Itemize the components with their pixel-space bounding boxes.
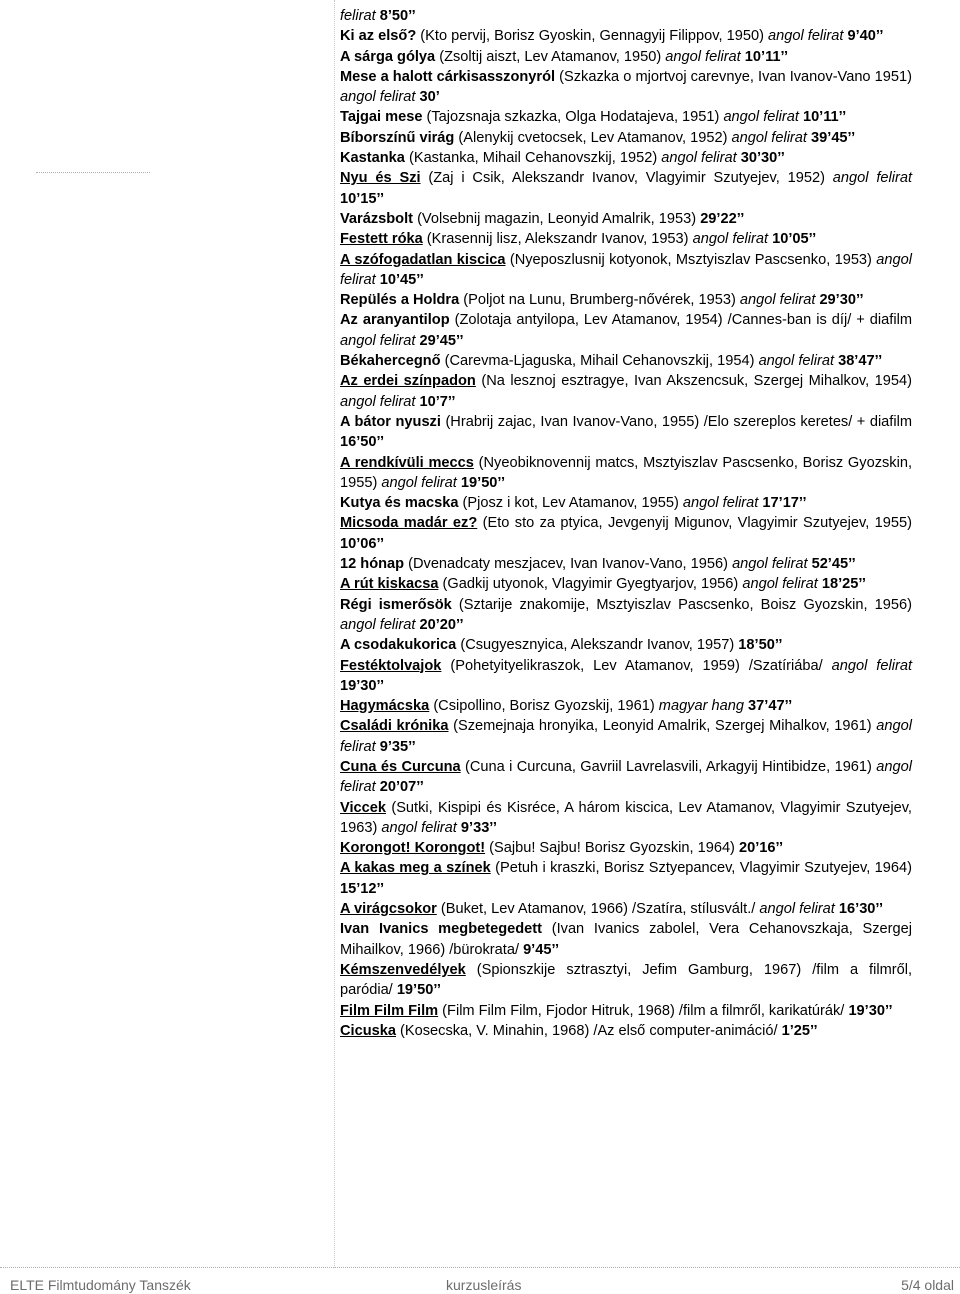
film-details: (Eto sto za ptyica, Jevgenyij Migunov, Vlagyimir Szutyejev, 1955) (482, 515, 912, 532)
film-entry (340, 128, 912, 148)
film-title: Cicuska (340, 1022, 396, 1039)
runtime: 9’40’’ (847, 28, 884, 45)
film-details: (Szemejnaja hronyika, Leonyid Amalrik, Szergej Mihalkov, 1961) (453, 718, 872, 735)
film-entry (340, 838, 912, 858)
runtime: 30’30’’ (740, 150, 785, 167)
film-entry (340, 107, 912, 127)
language-tag: angol felirat (832, 170, 913, 187)
film-entry (340, 351, 912, 371)
film-details: (Hrabrij zajac, Ivan Ivanov-Vano, 1955) /Elo szereplos keretes/ + diafilm (445, 413, 912, 430)
film-title: Festett róka (340, 231, 423, 248)
runtime: 10’11’’ (744, 48, 789, 65)
runtime: 19’50’’ (396, 982, 441, 999)
runtime: 29’30’’ (819, 292, 864, 309)
runtime: 39’45’’ (811, 129, 856, 146)
runtime: 38’47’’ (838, 353, 883, 370)
film-entry (340, 412, 912, 453)
film-details: (Zolotaja antyilopa, Lev Atamanov, 1954) /Cannes-ban is díj/ + diafilm (454, 312, 912, 329)
language-tag: felirat (340, 8, 376, 24)
film-entry (340, 554, 912, 574)
film-title: Nyu és Szi (340, 170, 421, 187)
film-details: (Kto pervij, Borisz Gyoskin, Gennagyij Filippov, 1950) (420, 28, 764, 45)
film-details: (Petuh i kraszki, Borisz Sztyepancev, Vlagyimir Szutyejev, 1964) (495, 860, 912, 877)
runtime: 19’30’’ (848, 1002, 893, 1019)
runtime: 10’15’’ (340, 190, 385, 207)
film-entry (340, 574, 912, 594)
film-title: A rút kiskacsa (340, 576, 439, 593)
runtime: 37’47’’ (748, 698, 793, 715)
film-title: Békahercegnő (340, 353, 441, 370)
footer-course-description: kurzusleírás (446, 1277, 522, 1293)
film-title: Varázsbolt (340, 210, 413, 227)
film-entry (340, 899, 912, 919)
film-details: (Buket, Lev Atamanov, 1966) /Szatíra, stílusvált./ (440, 901, 756, 918)
language-tag: angol felirat (692, 231, 769, 248)
runtime: 8’50’’ (379, 8, 416, 24)
film-details: (Kosecska, V. Minahin, 1968) /Az első computer-animáció/ (400, 1022, 778, 1039)
film-entry (340, 310, 912, 351)
runtime: 10’05’’ (772, 231, 817, 248)
film-title: Ivan Ivanics megbetegedett (340, 921, 542, 938)
runtime: 9’35’’ (379, 738, 416, 755)
language-tag: angol felirat (723, 109, 799, 126)
language-tag: angol felirat (340, 616, 416, 633)
film-details: (Cuna i Curcuna, Gavriil Lavrelasvili, Arkagyij Hintibidze, 1961) (465, 758, 872, 775)
film-title: Az erdei színpadon (340, 373, 476, 390)
film-entry (340, 493, 912, 513)
language-tag: angol felirat (758, 353, 835, 370)
film-entry (340, 1001, 912, 1021)
film-title: Kémszenvedélyek (340, 961, 466, 978)
runtime: 16’30’’ (838, 901, 883, 918)
footer-page-number: 5/4 oldal (901, 1277, 954, 1293)
runtime: 20’16’’ (738, 840, 784, 857)
language-tag: angol felirat (340, 89, 416, 106)
film-details: (Na lesznoj esztragye, Ivan Akszencsuk, Szergej Mihalkov, 1954) (481, 373, 913, 390)
film-entry (340, 656, 912, 697)
runtime: 19’50’’ (460, 474, 505, 491)
film-title: Mese a halott cárkisasszonyról (340, 68, 556, 85)
film-details: (Zaj i Csik, Alekszandr Ivanov, Vlagyimir Szutyejev, 1952) (428, 170, 825, 187)
runtime: 52’45’’ (811, 556, 856, 573)
film-entry (340, 47, 912, 67)
film-details: (Sajbu! Sajbu! Borisz Gyozskin, 1964) (489, 840, 735, 857)
film-title: Cuna és Curcuna (340, 758, 461, 775)
language-tag: angol felirat (340, 758, 912, 796)
film-title: Bíborszínű virág (340, 129, 455, 146)
runtime: 9’33’’ (460, 819, 497, 836)
language-tag: angol felirat (340, 332, 416, 349)
language-tag: angol felirat (340, 393, 416, 410)
film-entry (340, 919, 912, 960)
runtime: 10’45’’ (379, 271, 424, 288)
language-tag: angol felirat (831, 657, 912, 674)
language-tag: angol felirat (665, 48, 741, 65)
film-details: (Gadkij utyonok, Vlagyimir Gyegtyarjov, 1956) (442, 576, 739, 593)
film-entry (340, 635, 912, 655)
film-details: (Nyeobiknovennij matcs, Msztyiszlav Pascsenko, Borisz Gyozskin, 1955) (340, 454, 912, 491)
film-details: (Volsebnij magazin, Leonyid Amalrik, 1953) (417, 210, 697, 227)
film-title: A sárga gólya (340, 48, 436, 65)
film-entry (340, 1021, 912, 1041)
film-details: (Krasennij lisz, Alekszandr Ivanov, 1953) (426, 231, 689, 248)
margin-divider (36, 172, 150, 173)
column-guide (334, 0, 335, 1268)
language-tag: angol felirat (340, 718, 912, 755)
language-tag: angol felirat (731, 129, 807, 146)
runtime: 29’45’’ (419, 332, 464, 349)
film-entry (340, 716, 912, 757)
film-title: Korongot! Korongot! (340, 840, 486, 857)
film-details: (Csipollino, Borisz Gyozskij, 1961) (433, 698, 655, 715)
film-entry (340, 229, 912, 249)
film-title: A bátor nyuszi (340, 413, 441, 430)
film-title: Családi krónika (340, 718, 449, 735)
film-details: (Tajozsnaja szkazka, Olga Hodatajeva, 1951) (426, 109, 720, 126)
film-title: Régi ismerősök (340, 596, 452, 613)
film-entry (340, 595, 912, 636)
film-entry (340, 371, 912, 412)
film-entry (340, 67, 912, 108)
runtime: 10’7’’ (419, 393, 456, 410)
runtime: 30’ (419, 89, 440, 106)
film-details: (Nyeposzlusnij kotyonok, Msztyiszlav Pascsenko, 1953) (509, 251, 872, 268)
language-tag: angol felirat (381, 819, 457, 836)
film-details: (Pohetyityelikraszok, Lev Atamanov, 1959) /Szatíriába/ (450, 657, 823, 674)
film-title: A szófogadatlan kiscica (340, 251, 506, 268)
film-title: Az aranyantilop (340, 312, 450, 329)
film-title: Viccek (340, 799, 386, 816)
language-tag: angol felirat (340, 251, 912, 288)
runtime: 10’11’’ (802, 109, 847, 126)
runtime: 16’50’’ (340, 434, 385, 451)
runtime: 18’50’’ (738, 637, 783, 654)
film-entry (340, 250, 912, 291)
film-entry (340, 513, 912, 554)
language-tag: angol felirat (759, 901, 835, 918)
runtime: 20’20’’ (419, 616, 464, 633)
film-title: A virágcsokor (340, 901, 437, 918)
film-entry (340, 960, 912, 1001)
film-title: Repülés a Holdra (340, 292, 460, 309)
film-list (340, 6, 912, 1041)
language-tag: angol felirat (682, 495, 759, 512)
film-details: (Ivan Ivanics zabolel, Vera Cehanovszkaja, Szergej Mihailkov, 1966) /bürokrata/ (340, 921, 912, 958)
film-details: (Zsoltij aiszt, Lev Atamanov, 1950) (439, 48, 662, 65)
film-title: A csodakukorica (340, 637, 457, 654)
film-title: A rendkívüli meccs (340, 454, 474, 471)
film-details: (Pjosz i kot, Lev Atamanov, 1955) (462, 495, 679, 512)
film-details: (Csugyesznyica, Alekszandr Ivanov, 1957) (460, 637, 735, 654)
film-title: Kastanka (340, 150, 405, 167)
film-title: Ki az első? (340, 28, 417, 45)
language-tag: angol felirat (732, 556, 808, 573)
runtime: 15’12’’ (340, 880, 385, 897)
film-title: Hagymácska (340, 698, 430, 715)
film-details: (Carevma-Ljaguska, Mihail Cehanovszkij, 1954) (444, 353, 755, 370)
runtime: 20’07’’ (379, 779, 424, 796)
film-details: (Sutki, Kispipi és Kisréce, A három kiscica, Lev Atamanov, Vlagyimir Szutyejev, 1963) (340, 799, 912, 836)
runtime: 9’45’’ (523, 941, 560, 958)
language-tag: angol felirat (742, 576, 818, 593)
runtime: 17’17’’ (762, 495, 807, 512)
film-title: Kutya és macska (340, 495, 459, 512)
film-entry (340, 798, 912, 839)
film-details: (Alenykij cvetocsek, Lev Atamanov, 1952) (458, 129, 728, 146)
film-title: Micsoda madár ez? (340, 515, 478, 532)
film-details: (Sztarije znakomije, Msztyiszlav Pascsenko, Boisz Gyozskin, 1956) (458, 596, 912, 613)
film-entry (340, 696, 912, 716)
film-title: Tajgai mese (340, 109, 423, 126)
runtime: 1’25’’ (781, 1022, 818, 1039)
footer-department: ELTE Filmtudomány Tanszék (10, 1277, 191, 1293)
language-tag: magyar hang (658, 698, 744, 715)
runtime: 10’06’’ (340, 535, 385, 552)
page-footer (0, 1267, 960, 1294)
film-entry (340, 209, 912, 229)
runtime: 18’25’’ (821, 576, 866, 593)
runtime: 19’30’’ (340, 677, 385, 694)
language-tag: angol felirat (661, 150, 737, 167)
film-details: (Spionszkije sztrasztyi, Jefim Gamburg, 1967) /film a filmről, paródia/ (340, 961, 913, 999)
film-details: (Szkazka o mjortvoj carevnye, Ivan Ivanov-Vano 1951) (559, 68, 912, 85)
film-details: (Poljot na Lunu, Brumberg-nővérek, 1953) (463, 292, 736, 309)
language-tag: angol felirat (768, 28, 844, 45)
film-details: (Dvenadcaty meszjacev, Ivan Ivanov-Vano, 1956) (408, 556, 728, 573)
film-details: (Kastanka, Mihail Cehanovszkij, 1952) (408, 150, 658, 167)
film-entry (340, 757, 912, 798)
film-entry (340, 858, 912, 899)
film-entry (340, 6, 912, 26)
film-entry (340, 453, 912, 494)
film-title: 12 hónap (340, 556, 405, 573)
film-entry (340, 148, 912, 168)
film-details: (Film Film Film, Fjodor Hitruk, 1968) /film a filmről, karikatúrák/ (442, 1002, 845, 1019)
film-entry (340, 26, 912, 46)
film-title: A kakas meg a színek (340, 860, 491, 877)
runtime: 29’22’’ (700, 210, 745, 227)
language-tag: angol felirat (381, 474, 457, 491)
language-tag: angol felirat (739, 292, 816, 309)
film-title: Film Film Film (340, 1002, 439, 1019)
film-entry (340, 168, 912, 209)
film-entry (340, 290, 912, 310)
film-title: Festéktolvajok (340, 657, 442, 674)
